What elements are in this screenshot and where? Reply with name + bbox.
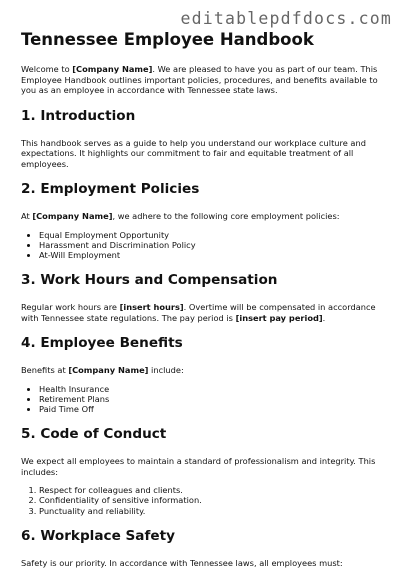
- list-item: 2. Confidentiality of sensitive information.: [39, 495, 393, 505]
- list-item: • At-Will Employment: [39, 250, 393, 260]
- employee-benefits-paragraph: Benefits at [Company Name] include:: [21, 365, 184, 376]
- code-of-conduct-list: [21, 485, 393, 516]
- list-item: • Health Insurance: [39, 384, 393, 394]
- section-heading-work-hours: 3. Work Hours and Compensation: [21, 272, 278, 289]
- list-item: • Harassment and Discrimination Policy: [39, 240, 393, 250]
- section-heading-code-of-conduct: 5. Code of Conduct: [21, 426, 167, 443]
- document: [21, 30, 393, 580]
- section-heading-employee-benefits: 4. Employee Benefits: [21, 335, 183, 352]
- section-heading-employment-policies: 2. Employment Policies: [21, 181, 200, 197]
- section-heading-workplace-safety: 6. Workplace Safety: [21, 527, 175, 544]
- workplace-safety-paragraph: Safety is our priority. In accordance with Tennessee laws, all employees must:: [21, 557, 343, 568]
- section-heading-introduction: 1. Introduction: [21, 107, 136, 124]
- list-item: • Retirement Plans: [39, 394, 393, 404]
- employee-benefits-list: [21, 384, 393, 415]
- document-title: Tennessee Employee Handbook: [21, 30, 314, 49]
- code-of-conduct-paragraph: We expect all employees to maintain a standard of professionalism and integrity. This includes:: [21, 456, 376, 477]
- welcome-paragraph: Welcome to [Company Name]. We are pleased to have you as part of our team. This Employee Handbook outlines important policies, procedures, and benefits available to you as an employee in accordance with Tennessee state laws.: [21, 64, 378, 95]
- employment-policies-paragraph: At [Company Name], we adhere to the following core employment policies:: [21, 211, 340, 221]
- list-item: 1. Respect for colleagues and clients.: [39, 485, 393, 495]
- introduction-paragraph: This handbook serves as a guide to help you understand our workplace culture and expectations. It highlights our commitment to fair and equitable treatment of all employees.: [21, 137, 366, 169]
- list-item: • Equal Employment Opportunity: [39, 230, 393, 240]
- list-item: 3. Punctuality and reliability.: [39, 506, 393, 516]
- work-hours-paragraph: Regular work hours are [insert hours]. Overtime will be compensated in accordance with Tennessee state regulations. The pay period is [insert pay period].: [21, 302, 376, 323]
- employment-policies-list: [21, 230, 393, 261]
- watermark: editablepdfdocs.com: [180, 9, 392, 28]
- list-item: • Paid Time Off: [39, 404, 393, 414]
